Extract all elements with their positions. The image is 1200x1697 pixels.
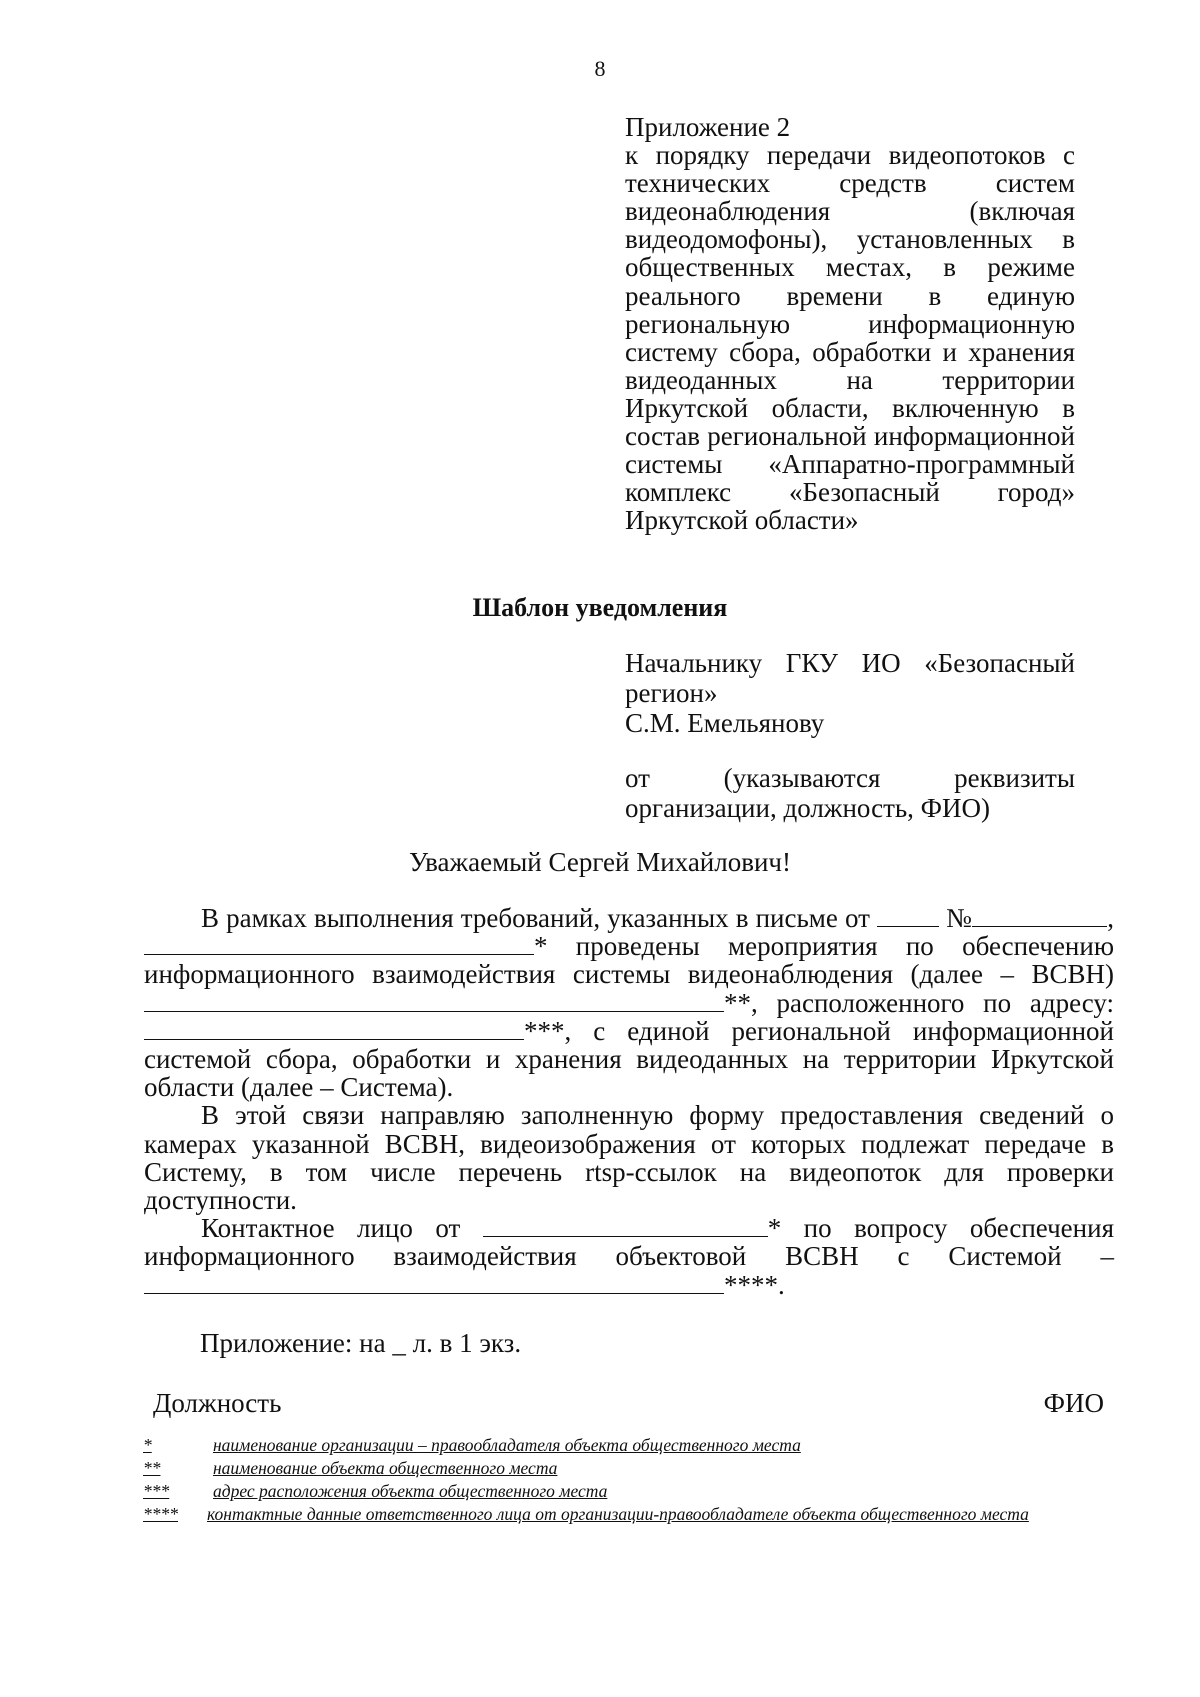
body-paragraph-3 <box>144 1214 1114 1299</box>
comma: , <box>1107 903 1114 933</box>
appendix-text: к порядку передачи видеопотоков с технических средств систем видеонаблюдения (включая видеодомофоны), установленных в общественных местах, в режиме реального времени в единую региональную информационную систему сбора, обработки и хранения видеоданных на территории Иркутской области, включенную в состав региональной информационной системы «Аппаратно-программный комплекс «Безопасный город» Иркутской области» <box>625 140 1075 536</box>
footnote-text: адрес расположения объекта общественного места <box>213 1481 608 1501</box>
contact-organization-blank <box>483 1214 768 1237</box>
footnote-text: наименование объекта общественного места <box>213 1458 558 1478</box>
body-p3-middle: * по вопросу обеспечения информационного взаимодействия объектовой ВСВН с Системой – <box>144 1213 1114 1272</box>
number-sign: № <box>946 903 973 933</box>
footnote-mark: * <box>143 1435 152 1455</box>
attachment-line: Приложение: на _ л. в 1 экз. <box>200 1328 522 1358</box>
footnote-text: контактные данные ответственного лица от организации-правообладателе объекта общественного места <box>207 1504 1029 1524</box>
body-paragraph-2: В этой связи направляю заполненную форму предоставления сведений о камерах указанной ВСВН, видеоизображения от которых подлежат передаче в Систему, в том числе перечень rtsp-ссылок на видеопоток для проверки доступности. <box>144 1100 1114 1216</box>
body-p3-end: ****. <box>724 1269 785 1300</box>
body-paragraph-1 <box>144 904 1114 1101</box>
greeting: Уважаемый Сергей Михайлович! <box>409 847 791 877</box>
sender-block: от (указываются реквизиты организации, должность, ФИО) <box>625 763 1075 823</box>
addressee-position: Начальнику ГКУ ИО «Безопасный регион» <box>625 648 1075 708</box>
document-title: Шаблон уведомления <box>472 593 728 622</box>
letter-number-blank <box>972 904 1107 927</box>
footnote-3 <box>143 1480 1103 1503</box>
body-p1-middle: * проведены мероприятия по обеспечению информационного взаимодействия системы видеонаблюдения (далее – ВСВН) <box>144 931 1114 990</box>
footnote-mark: *** <box>143 1481 170 1501</box>
body-p1-start: В рамках выполнения требований, указанных в письме от <box>201 903 870 933</box>
footnote-text: наименование организации – правообладателя объекта общественного места <box>213 1435 801 1455</box>
footnote-mark: **** <box>143 1504 178 1524</box>
appendix-block <box>625 113 1075 534</box>
footnote-2 <box>143 1457 1103 1480</box>
footnote-1 <box>143 1434 1103 1457</box>
footnote-4 <box>143 1503 1103 1526</box>
address-blank <box>144 1017 524 1040</box>
body-p3-start: Контактное лицо от <box>201 1213 461 1244</box>
object-blank <box>144 989 724 1012</box>
signature-name: ФИО <box>1043 1388 1104 1418</box>
addressee-block <box>625 648 1075 738</box>
date-blank <box>877 904 939 927</box>
organization-blank <box>144 932 534 955</box>
footnote-mark: ** <box>143 1458 161 1478</box>
body-p1-end: ***, с единой региональной информационной системой сбора, обработки и хранения видеоданных на территории Иркутской области (далее – Система). <box>144 1015 1114 1103</box>
letter-body <box>144 904 1114 1299</box>
addressee-name: С.М. Емельянову <box>625 708 825 738</box>
appendix-heading: Приложение 2 <box>625 112 791 142</box>
page-number: 8 <box>594 56 606 81</box>
footnotes <box>143 1434 1103 1526</box>
signature-position: Должность <box>153 1388 282 1418</box>
contact-details-blank <box>144 1271 724 1294</box>
body-p1-address: **, расположенного по адресу: <box>724 987 1114 1018</box>
